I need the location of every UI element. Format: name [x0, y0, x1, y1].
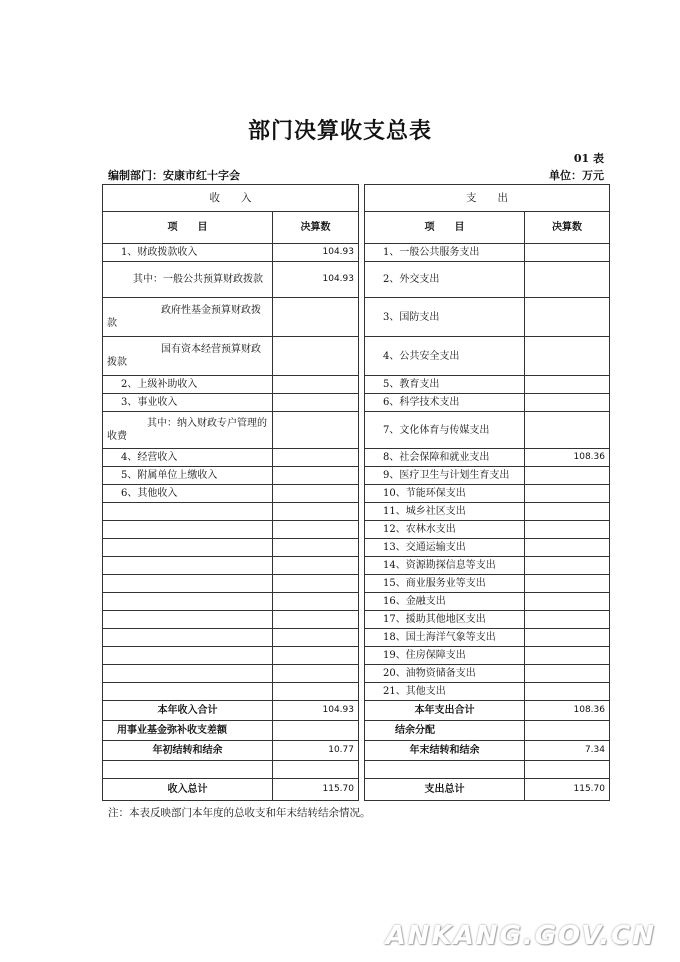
table-row [103, 376, 610, 394]
income-amount: 104.93 [273, 244, 359, 262]
income-amount [273, 485, 359, 503]
table-row [103, 521, 610, 539]
income-amount [273, 449, 359, 467]
expense-item: 17、援助其他地区支出 [365, 611, 525, 629]
income-item: 其中：纳入财政专户管理的收费 [103, 412, 273, 449]
income-amount [273, 337, 359, 376]
income-amount [273, 503, 359, 521]
year-expense-value: 108.36 [525, 701, 610, 721]
income-item [103, 557, 273, 575]
begin-balance-label: 年初结转和结余 [103, 741, 273, 761]
income-amount [273, 665, 359, 683]
expense-amount [525, 521, 610, 539]
income-amount-header: 决算数 [273, 212, 359, 244]
income-amount [273, 593, 359, 611]
income-item [103, 521, 273, 539]
expense-item: 1、一般公共服务支出 [365, 244, 525, 262]
expense-section-header: 支 出 [365, 185, 610, 212]
expense-item: 3、国防支出 [365, 298, 525, 337]
expense-amount: 108.36 [525, 449, 610, 467]
income-item [103, 629, 273, 647]
table-row [103, 647, 610, 665]
income-amount [273, 298, 359, 337]
income-amount [273, 629, 359, 647]
table-row [103, 683, 610, 701]
expense-item: 20、油物资储备支出 [365, 665, 525, 683]
income-amount [273, 557, 359, 575]
income-amount: 104.93 [273, 262, 359, 298]
table-row [103, 337, 610, 376]
expense-item: 18、国土海洋气象等支出 [365, 629, 525, 647]
expense-item: 6、科学技术支出 [365, 394, 525, 412]
end-balance-value: 7.34 [525, 741, 610, 761]
expense-amount [525, 683, 610, 701]
income-item [103, 539, 273, 557]
expense-item: 4、公共安全支出 [365, 337, 525, 376]
expense-amount [525, 394, 610, 412]
blank-row [103, 761, 610, 779]
table-row [103, 665, 610, 683]
expense-item: 12、农林水支出 [365, 521, 525, 539]
income-item: 5、附属单位上缴收入 [103, 467, 273, 485]
income-item: 国有资本经营预算财政拨款 [103, 337, 273, 376]
income-total-label: 收入总计 [103, 779, 273, 801]
income-amount [273, 467, 359, 485]
income-item-header: 项 目 [103, 212, 273, 244]
income-item: 其中：一般公共预算财政拨款 [103, 262, 273, 298]
expense-item-header: 项 目 [365, 212, 525, 244]
income-item: 1、财政拨款收入 [103, 244, 273, 262]
expense-amount [525, 262, 610, 298]
income-total-value: 115.70 [273, 779, 359, 801]
income-item: 6、其他收入 [103, 485, 273, 503]
begin-balance-value: 10.77 [273, 741, 359, 761]
table-row [103, 539, 610, 557]
income-item [103, 611, 273, 629]
income-amount [273, 521, 359, 539]
income-amount [273, 575, 359, 593]
table-row [103, 449, 610, 467]
table-row [103, 593, 610, 611]
income-item [103, 593, 273, 611]
table-row [103, 557, 610, 575]
income-item [103, 647, 273, 665]
footnote: 注：本表反映部门本年度的总收支和年末结转结余情况。 [108, 807, 371, 819]
year-income-value: 104.93 [273, 701, 359, 721]
income-item: 2、上级补助收入 [103, 376, 273, 394]
income-amount [273, 683, 359, 701]
form-number: 01 表 [573, 152, 604, 165]
year-total-row [103, 701, 610, 721]
income-amount [273, 539, 359, 557]
expense-amount [525, 485, 610, 503]
table-row [103, 611, 610, 629]
expense-amount [525, 503, 610, 521]
income-amount [273, 376, 359, 394]
fund-label: 用事业基金弥补收支差额 [103, 721, 273, 741]
unit-label: 单位：万元 [549, 169, 604, 182]
income-item: 3、事业收入 [103, 394, 273, 412]
income-item [103, 665, 273, 683]
expense-item: 21、其他支出 [365, 683, 525, 701]
income-item [103, 503, 273, 521]
table-row [103, 485, 610, 503]
expense-item: 5、教育支出 [365, 376, 525, 394]
expense-item: 7、文化体育与传媒支出 [365, 412, 525, 449]
expense-item: 13、交通运输支出 [365, 539, 525, 557]
expense-amount [525, 376, 610, 394]
expense-item: 11、城乡社区支出 [365, 503, 525, 521]
fund-row [103, 721, 610, 741]
expense-item: 19、住房保障支出 [365, 647, 525, 665]
watermark: ANKANG.GOV.CN [385, 921, 656, 951]
table-row [103, 503, 610, 521]
expense-amount [525, 298, 610, 337]
income-item [103, 575, 273, 593]
income-item [103, 683, 273, 701]
department-label: 编制部门：安康市红十字会 [108, 169, 240, 182]
year-income-label: 本年收入合计 [103, 701, 273, 721]
expense-amount [525, 557, 610, 575]
budget-table [102, 184, 610, 801]
income-item: 政府性基金预算财政拨款 [103, 298, 273, 337]
expense-amount [525, 647, 610, 665]
expense-amount-header: 决算数 [525, 212, 610, 244]
expense-amount [525, 593, 610, 611]
grand-total-row [103, 779, 610, 801]
expense-amount [525, 412, 610, 449]
income-item: 4、经营收入 [103, 449, 273, 467]
table-row [103, 575, 610, 593]
expense-item: 14、资源勘探信息等支出 [365, 557, 525, 575]
expense-amount [525, 575, 610, 593]
end-balance-label: 年末结转和结余 [365, 741, 525, 761]
table-row [103, 244, 610, 262]
table-row [103, 467, 610, 485]
expense-item: 8、社会保障和就业支出 [365, 449, 525, 467]
carryover-row [103, 741, 610, 761]
expense-total-value: 115.70 [525, 779, 610, 801]
table-row [103, 394, 610, 412]
income-amount [273, 394, 359, 412]
expense-amount [525, 337, 610, 376]
income-amount [273, 611, 359, 629]
expense-amount [525, 611, 610, 629]
expense-amount [525, 244, 610, 262]
year-expense-label: 本年支出合计 [365, 701, 525, 721]
table-row [103, 412, 610, 449]
expense-amount [525, 539, 610, 557]
income-amount [273, 412, 359, 449]
table-row [103, 629, 610, 647]
distribution-label: 结余分配 [365, 721, 525, 741]
expense-amount [525, 665, 610, 683]
expense-total-label: 支出总计 [365, 779, 525, 801]
page-title: 部门决算收支总表 [247, 118, 432, 144]
expense-amount [525, 629, 610, 647]
expense-amount [525, 467, 610, 485]
expense-item: 2、外交支出 [365, 262, 525, 298]
income-amount [273, 647, 359, 665]
expense-item: 10、节能环保支出 [365, 485, 525, 503]
expense-item: 15、商业服务业等支出 [365, 575, 525, 593]
table-row [103, 298, 610, 337]
expense-item: 16、金融支出 [365, 593, 525, 611]
income-section-header: 收 入 [103, 185, 359, 212]
table-row [103, 262, 610, 298]
expense-item: 9、医疗卫生与计划生育支出 [365, 467, 525, 485]
